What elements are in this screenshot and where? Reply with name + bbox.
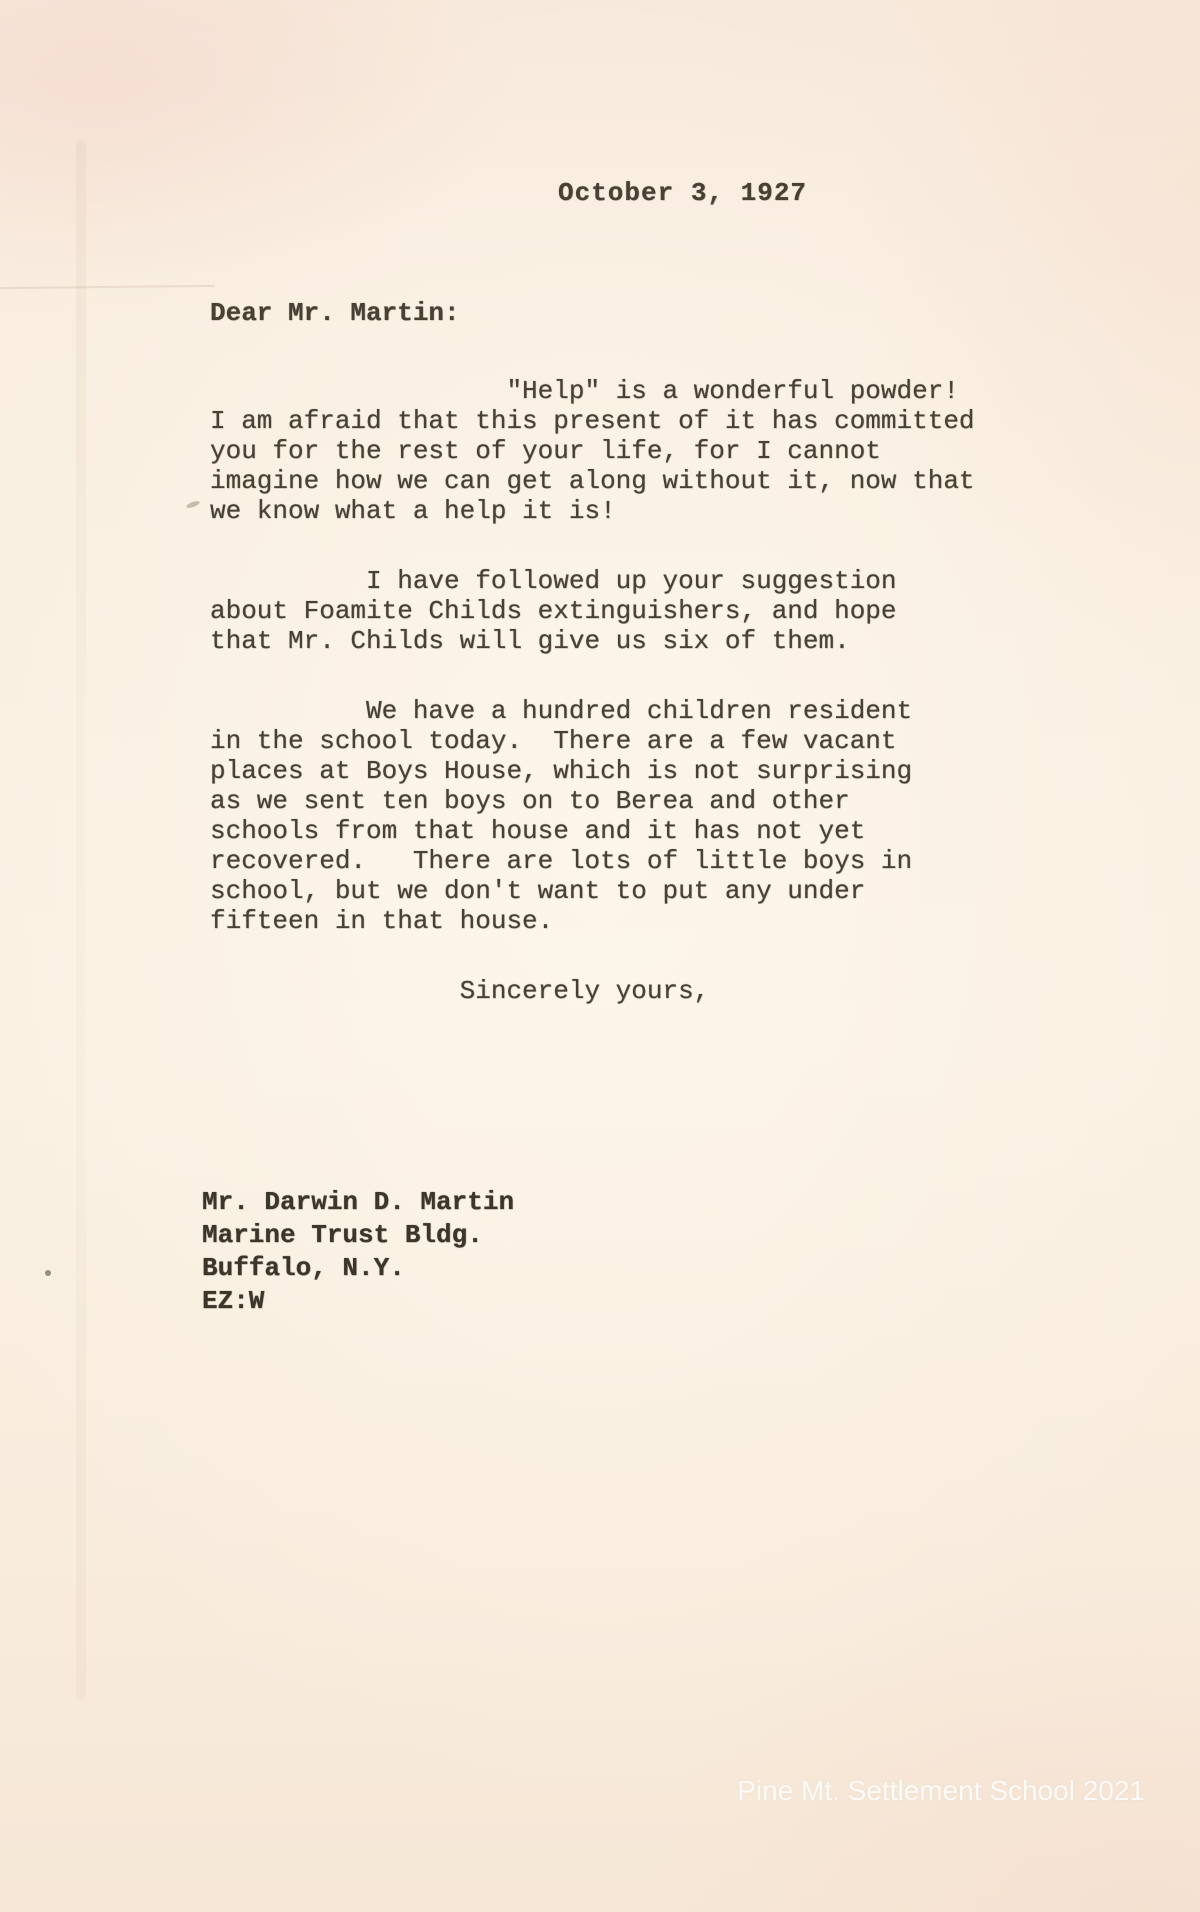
letter-line: school, but we don't want to put any under: [210, 876, 866, 906]
letter-line: I have followed up your suggestion: [210, 566, 897, 596]
letter-line: in the school today. There are a few vacant: [210, 726, 897, 756]
letter-line: about Foamite Childs extinguishers, and hope: [210, 596, 897, 626]
recipient-address-2: Buffalo, N.Y.: [202, 1253, 405, 1283]
salutation: Dear Mr. Martin:: [210, 298, 460, 328]
letter-line: We have a hundred children resident: [210, 696, 913, 726]
letter-line: recovered. There are lots of little boys in: [210, 846, 913, 876]
recipient-name: Mr. Darwin D. Martin: [202, 1187, 515, 1217]
scan-crease: [0, 285, 215, 289]
paragraph-1: [210, 376, 1010, 526]
letter-line: schools from that house and it has not yet: [210, 816, 866, 846]
letter-line: you for the rest of your life, for I cannot: [210, 436, 881, 466]
recipient-address-1: Marine Trust Bldg.: [202, 1220, 483, 1250]
letter-line: places at Boys House, which is not surprising: [210, 756, 913, 786]
letter-line: imagine how we can get along without it, now that: [210, 466, 975, 496]
letter-line: "Help" is a wonderful powder!: [210, 376, 959, 406]
letter-line: I am afraid that this present of it has committed: [210, 406, 975, 436]
scan-speck: [45, 1270, 51, 1276]
typist-initials: EZ:W: [202, 1286, 265, 1316]
watermark: Pine Mt. Settlement School 2021: [737, 1775, 1145, 1806]
closing: Sincerely yours,: [210, 976, 710, 1006]
paragraph-2: [210, 566, 1010, 656]
letter-line: as we sent ten boys on to Berea and other: [210, 786, 850, 816]
paragraph-3: [210, 696, 1010, 936]
scan-speck: [186, 500, 201, 509]
letter-line: fifteen in that house.: [210, 906, 554, 936]
letter-line: that Mr. Childs will give us six of them.: [210, 626, 850, 656]
recipient-block: [202, 1186, 514, 1318]
letter-line: we know what a help it is!: [210, 496, 616, 526]
letter-date: October 3, 1927: [558, 178, 808, 208]
scan-streak: [76, 140, 86, 1700]
letter-body: [210, 376, 1010, 1006]
